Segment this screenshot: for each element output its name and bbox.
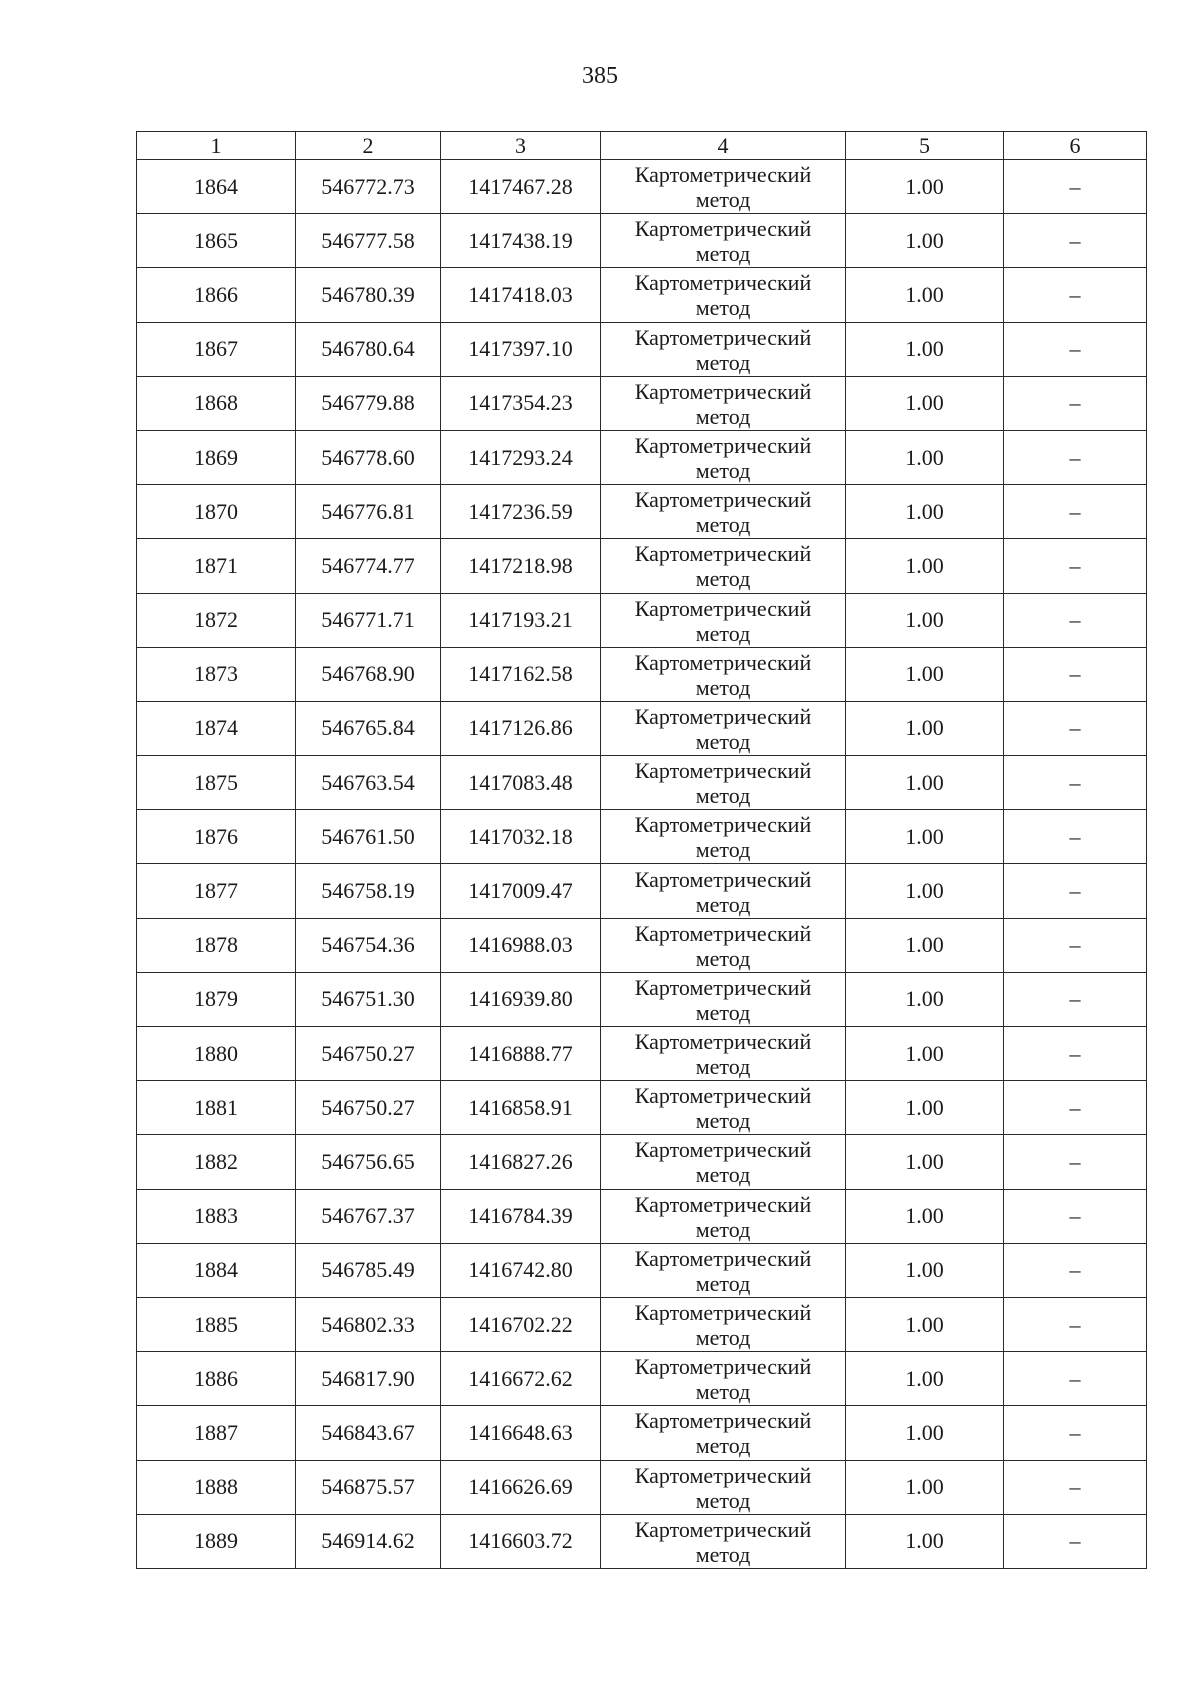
point-number-cell: 1868 (137, 376, 296, 430)
coordinate-y-cell: 1416702.22 (441, 1297, 601, 1351)
coordinate-x-cell: 546843.67 (296, 1406, 441, 1460)
coordinate-x-cell: 546768.90 (296, 647, 441, 701)
method-cell (601, 1297, 846, 1351)
method-cell (601, 972, 846, 1026)
note-cell: – (1004, 1514, 1147, 1568)
coordinate-x-cell: 546771.71 (296, 593, 441, 647)
method-line-2: метод (695, 1433, 751, 1459)
coordinate-y-cell: 1417162.58 (441, 647, 601, 701)
accuracy-cell: 1.00 (846, 268, 1004, 322)
method-line-2: метод (695, 1325, 751, 1351)
coordinate-y-cell: 1417032.18 (441, 810, 601, 864)
accuracy-cell: 1.00 (846, 1081, 1004, 1135)
coordinate-x-cell: 546750.27 (296, 1081, 441, 1135)
point-number-cell: 1869 (137, 430, 296, 484)
point-number-cell: 1871 (137, 539, 296, 593)
accuracy-cell: 1.00 (846, 1189, 1004, 1243)
header-row (137, 132, 1147, 160)
note-cell: – (1004, 972, 1147, 1026)
method-cell (601, 1514, 846, 1568)
accuracy-cell: 1.00 (846, 864, 1004, 918)
coordinate-x-cell: 546776.81 (296, 485, 441, 539)
coordinate-y-cell: 1416939.80 (441, 972, 601, 1026)
method-line-1: Картометрический (634, 162, 812, 188)
coordinate-x-cell: 546750.27 (296, 1027, 441, 1081)
table-row (137, 1243, 1147, 1297)
table-row (137, 1406, 1147, 1460)
method-cell (601, 593, 846, 647)
table-row (137, 430, 1147, 484)
accuracy-cell: 1.00 (846, 539, 1004, 593)
method-cell (601, 1081, 846, 1135)
table-row (137, 1514, 1147, 1568)
accuracy-cell: 1.00 (846, 322, 1004, 376)
method-cell (601, 430, 846, 484)
method-line-2: метод (695, 1108, 751, 1134)
table-row (137, 376, 1147, 430)
method-line-2: метод (695, 187, 751, 213)
method-line-1: Картометрический (634, 866, 812, 892)
table-row (137, 593, 1147, 647)
coordinate-x-cell: 546763.54 (296, 756, 441, 810)
note-cell: – (1004, 810, 1147, 864)
table-row (137, 268, 1147, 322)
table-row (137, 322, 1147, 376)
note-cell: – (1004, 539, 1147, 593)
coordinate-y-cell: 1417293.24 (441, 430, 601, 484)
accuracy-cell: 1.00 (846, 810, 1004, 864)
method-line-2: метод (695, 1379, 751, 1405)
note-cell: – (1004, 1081, 1147, 1135)
point-number-cell: 1867 (137, 322, 296, 376)
point-number-cell: 1864 (137, 160, 296, 214)
method-line-1: Картометрический (634, 1245, 812, 1271)
method-line-1: Картометрический (634, 324, 812, 350)
accuracy-cell: 1.00 (846, 1135, 1004, 1189)
table-row (137, 647, 1147, 701)
table-row (137, 1189, 1147, 1243)
note-cell: – (1004, 1027, 1147, 1081)
accuracy-cell: 1.00 (846, 756, 1004, 810)
method-line-1: Картометрический (634, 216, 812, 242)
column-header-2: 2 (296, 132, 441, 160)
coordinate-x-cell: 546785.49 (296, 1243, 441, 1297)
column-header-4: 4 (601, 132, 846, 160)
method-line-1: Картометрический (634, 703, 812, 729)
table-row (137, 1027, 1147, 1081)
point-number-cell: 1870 (137, 485, 296, 539)
table-row (137, 539, 1147, 593)
method-cell (601, 1243, 846, 1297)
method-line-2: метод (695, 241, 751, 267)
accuracy-cell: 1.00 (846, 972, 1004, 1026)
coordinate-x-cell: 546761.50 (296, 810, 441, 864)
method-line-1: Картометрический (634, 1408, 812, 1434)
note-cell: – (1004, 160, 1147, 214)
method-line-2: метод (695, 566, 751, 592)
method-cell (601, 1135, 846, 1189)
accuracy-cell: 1.00 (846, 1243, 1004, 1297)
table-row (137, 1297, 1147, 1351)
coordinate-y-cell: 1416827.26 (441, 1135, 601, 1189)
note-cell: – (1004, 214, 1147, 268)
method-line-1: Картометрический (634, 1516, 812, 1542)
accuracy-cell: 1.00 (846, 214, 1004, 268)
note-cell: – (1004, 864, 1147, 918)
method-line-2: метод (695, 512, 751, 538)
method-line-1: Картометрический (634, 1029, 812, 1055)
table-row (137, 972, 1147, 1026)
method-line-1: Картометрический (634, 1354, 812, 1380)
coordinate-y-cell: 1416888.77 (441, 1027, 601, 1081)
coordinate-x-cell: 546767.37 (296, 1189, 441, 1243)
coordinate-y-cell: 1417438.19 (441, 214, 601, 268)
coordinate-y-cell: 1417218.98 (441, 539, 601, 593)
point-number-cell: 1884 (137, 1243, 296, 1297)
table-row (137, 756, 1147, 810)
coordinate-y-cell: 1416603.72 (441, 1514, 601, 1568)
table-row (137, 1460, 1147, 1514)
method-cell (601, 539, 846, 593)
table-row (137, 918, 1147, 972)
coordinate-y-cell: 1416784.39 (441, 1189, 601, 1243)
method-line-1: Картометрический (634, 1462, 812, 1488)
accuracy-cell: 1.00 (846, 701, 1004, 755)
coordinate-x-cell: 546754.36 (296, 918, 441, 972)
point-number-cell: 1879 (137, 972, 296, 1026)
note-cell: – (1004, 1189, 1147, 1243)
method-line-2: метод (695, 620, 751, 646)
method-cell (601, 918, 846, 972)
note-cell: – (1004, 593, 1147, 647)
coordinate-y-cell: 1416648.63 (441, 1406, 601, 1460)
method-line-2: метод (695, 1162, 751, 1188)
note-cell: – (1004, 376, 1147, 430)
point-number-cell: 1885 (137, 1297, 296, 1351)
note-cell: – (1004, 430, 1147, 484)
coordinate-x-cell: 546758.19 (296, 864, 441, 918)
accuracy-cell: 1.00 (846, 1406, 1004, 1460)
coordinate-x-cell: 546772.73 (296, 160, 441, 214)
method-cell (601, 214, 846, 268)
method-line-2: метод (695, 945, 751, 971)
coordinate-y-cell: 1417236.59 (441, 485, 601, 539)
note-cell: – (1004, 1352, 1147, 1406)
accuracy-cell: 1.00 (846, 1027, 1004, 1081)
method-line-1: Картометрический (634, 812, 812, 838)
coordinate-x-cell: 546774.77 (296, 539, 441, 593)
method-cell (601, 376, 846, 430)
note-cell: – (1004, 1460, 1147, 1514)
method-cell (601, 756, 846, 810)
coordinate-y-cell: 1417009.47 (441, 864, 601, 918)
column-header-1: 1 (137, 132, 296, 160)
method-line-1: Картометрический (634, 1300, 812, 1326)
method-cell (601, 322, 846, 376)
coordinate-x-cell: 546778.60 (296, 430, 441, 484)
coordinate-y-cell: 1417126.86 (441, 701, 601, 755)
note-cell: – (1004, 918, 1147, 972)
point-number-cell: 1874 (137, 701, 296, 755)
method-line-2: метод (695, 1487, 751, 1513)
table-row (137, 1135, 1147, 1189)
method-line-2: метод (695, 999, 751, 1025)
method-line-1: Картометрический (634, 270, 812, 296)
point-number-cell: 1880 (137, 1027, 296, 1081)
point-number-cell: 1887 (137, 1406, 296, 1460)
method-line-1: Картометрический (634, 649, 812, 675)
coordinate-y-cell: 1416988.03 (441, 918, 601, 972)
coordinate-y-cell: 1417354.23 (441, 376, 601, 430)
table-row (137, 1352, 1147, 1406)
note-cell: – (1004, 756, 1147, 810)
accuracy-cell: 1.00 (846, 1352, 1004, 1406)
table-row (137, 864, 1147, 918)
method-cell (601, 485, 846, 539)
note-cell: – (1004, 647, 1147, 701)
method-line-2: метод (695, 1541, 751, 1567)
method-cell (601, 1352, 846, 1406)
accuracy-cell: 1.00 (846, 160, 1004, 214)
method-line-2: метод (695, 728, 751, 754)
method-line-2: метод (695, 349, 751, 375)
coordinates-table (136, 131, 1147, 1569)
accuracy-cell: 1.00 (846, 485, 1004, 539)
coordinate-y-cell: 1416626.69 (441, 1460, 601, 1514)
method-line-1: Картометрический (634, 1137, 812, 1163)
coordinate-y-cell: 1416858.91 (441, 1081, 601, 1135)
accuracy-cell: 1.00 (846, 647, 1004, 701)
table-body (137, 160, 1147, 1569)
point-number-cell: 1883 (137, 1189, 296, 1243)
point-number-cell: 1876 (137, 810, 296, 864)
method-line-2: метод (695, 403, 751, 429)
method-line-1: Картометрический (634, 1083, 812, 1109)
accuracy-cell: 1.00 (846, 430, 1004, 484)
table-row (137, 214, 1147, 268)
table-row (137, 485, 1147, 539)
coordinate-x-cell: 546914.62 (296, 1514, 441, 1568)
point-number-cell: 1886 (137, 1352, 296, 1406)
coordinate-x-cell: 546779.88 (296, 376, 441, 430)
note-cell: – (1004, 1297, 1147, 1351)
coordinate-x-cell: 546777.58 (296, 214, 441, 268)
method-line-1: Картометрический (634, 378, 812, 404)
point-number-cell: 1878 (137, 918, 296, 972)
method-cell (601, 1406, 846, 1460)
coordinate-x-cell: 546756.65 (296, 1135, 441, 1189)
method-line-2: метод (695, 837, 751, 863)
note-cell: – (1004, 485, 1147, 539)
method-cell (601, 1460, 846, 1514)
coordinate-y-cell: 1416672.62 (441, 1352, 601, 1406)
note-cell: – (1004, 1135, 1147, 1189)
note-cell: – (1004, 1406, 1147, 1460)
coordinate-y-cell: 1417083.48 (441, 756, 601, 810)
method-cell (601, 1189, 846, 1243)
point-number-cell: 1882 (137, 1135, 296, 1189)
coordinate-y-cell: 1417467.28 (441, 160, 601, 214)
method-line-2: метод (695, 295, 751, 321)
coordinate-x-cell: 546875.57 (296, 1460, 441, 1514)
method-line-2: метод (695, 891, 751, 917)
coordinate-y-cell: 1417397.10 (441, 322, 601, 376)
coordinate-y-cell: 1417193.21 (441, 593, 601, 647)
coordinate-x-cell: 546780.39 (296, 268, 441, 322)
table-row (137, 1081, 1147, 1135)
column-header-3: 3 (441, 132, 601, 160)
method-line-1: Картометрический (634, 758, 812, 784)
method-line-1: Картометрический (634, 595, 812, 621)
method-line-1: Картометрический (634, 487, 812, 513)
accuracy-cell: 1.00 (846, 1460, 1004, 1514)
accuracy-cell: 1.00 (846, 593, 1004, 647)
accuracy-cell: 1.00 (846, 1297, 1004, 1351)
coordinate-x-cell: 546802.33 (296, 1297, 441, 1351)
method-line-1: Картометрический (634, 974, 812, 1000)
method-cell (601, 268, 846, 322)
table-header (137, 132, 1147, 160)
method-cell (601, 160, 846, 214)
point-number-cell: 1865 (137, 214, 296, 268)
note-cell: – (1004, 268, 1147, 322)
accuracy-cell: 1.00 (846, 918, 1004, 972)
point-number-cell: 1866 (137, 268, 296, 322)
coordinate-x-cell: 546765.84 (296, 701, 441, 755)
coordinate-y-cell: 1417418.03 (441, 268, 601, 322)
table-row (137, 701, 1147, 755)
note-cell: – (1004, 322, 1147, 376)
table-row (137, 810, 1147, 864)
note-cell: – (1004, 1243, 1147, 1297)
point-number-cell: 1877 (137, 864, 296, 918)
method-line-1: Картометрический (634, 1191, 812, 1217)
point-number-cell: 1873 (137, 647, 296, 701)
method-cell (601, 864, 846, 918)
method-line-2: метод (695, 458, 751, 484)
accuracy-cell: 1.00 (846, 1514, 1004, 1568)
coordinate-x-cell: 546751.30 (296, 972, 441, 1026)
method-line-1: Картометрический (634, 920, 812, 946)
table-row (137, 160, 1147, 214)
method-cell (601, 647, 846, 701)
method-cell (601, 1027, 846, 1081)
method-line-2: метод (695, 1054, 751, 1080)
method-cell (601, 810, 846, 864)
page-number: 385 (582, 63, 618, 89)
column-header-6: 6 (1004, 132, 1147, 160)
coordinate-y-cell: 1416742.80 (441, 1243, 601, 1297)
coordinate-x-cell: 546817.90 (296, 1352, 441, 1406)
coordinate-x-cell: 546780.64 (296, 322, 441, 376)
note-cell: – (1004, 701, 1147, 755)
accuracy-cell: 1.00 (846, 376, 1004, 430)
point-number-cell: 1888 (137, 1460, 296, 1514)
method-line-2: метод (695, 674, 751, 700)
method-line-1: Картометрический (634, 541, 812, 567)
point-number-cell: 1889 (137, 1514, 296, 1568)
method-line-2: метод (695, 1216, 751, 1242)
method-line-2: метод (695, 783, 751, 809)
point-number-cell: 1881 (137, 1081, 296, 1135)
method-line-1: Картометрический (634, 433, 812, 459)
column-header-5: 5 (846, 132, 1004, 160)
method-line-2: метод (695, 1270, 751, 1296)
point-number-cell: 1875 (137, 756, 296, 810)
point-number-cell: 1872 (137, 593, 296, 647)
method-cell (601, 701, 846, 755)
